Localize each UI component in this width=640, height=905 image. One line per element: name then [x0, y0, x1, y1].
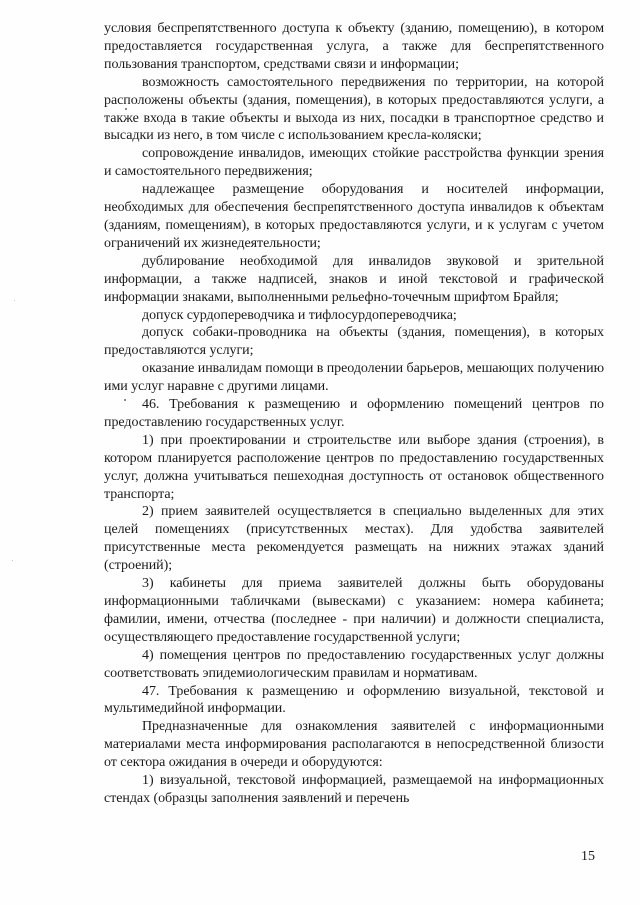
scan-speck: [125, 108, 127, 110]
paragraph: Предназначенные для ознакомления заявителей с информационными материалами места информирования располагаются в непосредственной близости от сектора ожидания в очереди и оборудуются:: [104, 719, 604, 771]
paragraph: 1) визуальной, текстовой информацией, размещаемой на информационных стендах (образцы заполнения заявлений и перечень: [104, 773, 604, 806]
document-body: [104, 20, 604, 808]
paragraph: сопровождение инвалидов, имеющих стойкие расстройства функции зрения и самостоятельного передвижения;: [104, 146, 604, 180]
page-number: 15: [581, 849, 595, 864]
scan-speck: [124, 399, 126, 401]
section-heading-46: 46. Требования к размещению и оформлению помещений центров по предоставлению государственных услуг.: [104, 397, 604, 430]
paragraph: надлежащее размещение оборудования и носителей информации, необходимых для обеспечения беспрепятственного доступа инвалидов к объектам (зданиям, помещениям), в которых предоставляются услуги, и к услугам с учетом ограничений их жизнедеятельности;: [104, 182, 604, 251]
paragraph: оказание инвалидам помощи в преодолении барьеров, мешающих получению ими услуг наравне с другими лицами.: [104, 361, 604, 395]
paragraph: 2) прием заявителей осуществляется в специально выделенных для этих целей помещениях (присутственных местах). Для удобства заявителей присутственные места рекомендуется размещать на нижних этажах зданий (строений);: [104, 504, 604, 574]
paragraph: допуск сурдопереводчика и тифлосурдопереводчика;: [142, 307, 457, 323]
scan-speck: [14, 300, 15, 301]
section-heading-47: 47. Требования к размещению и оформлению визуальной, текстовой и мультимедийной информации.: [104, 683, 604, 717]
paragraph: 1) при проектировании и строительстве или выборе здания (строения), в котором планируется расположение центров по предоставлению государственных услуг, должна учитываться пешеходная доступность от остановок общественного транспорта;: [104, 432, 604, 502]
paragraph: условия беспрепятственного доступа к объекту (зданию, помещению), в котором предоставляется государственная услуга, а также для беспрепятственного пользования транспортом, средствами связи и информации;: [104, 21, 604, 72]
paragraph: допуск собаки-проводника на объекты (здания, помещения), в которых предоставляются услуги;: [104, 325, 604, 359]
paragraph: 4) помещения центров по предоставлению государственных услуг должны соответствовать эпидемиологическим правилам и нормативам.: [104, 647, 604, 681]
scan-speck: [12, 560, 13, 561]
paragraph: дублирование необходимой для инвалидов звуковой и зрительной информации, а также надписей, знаков и иной текстовой и графической информации знаками, выполненными рельефно-точечным шрифтом Брайля;: [104, 253, 604, 305]
paragraph: 3) кабинеты для приема заявителей должны быть оборудованы информационными табличками (вывесками) с указанием: номера кабинета; фамилии, имени, отчества (последнее - при наличии) и должности специалиста, осуществляющего предоставление государственной услуги;: [104, 576, 604, 645]
paragraph: возможность самостоятельного передвижения по территории, на которой расположены объекты (здания, помещения), в которых предоставляются услуги, а также входа в такие объекты и выхода из них, посадки в транспортное средство и высадки из него, в том числе с использованием кресла-коляски;: [104, 74, 604, 144]
